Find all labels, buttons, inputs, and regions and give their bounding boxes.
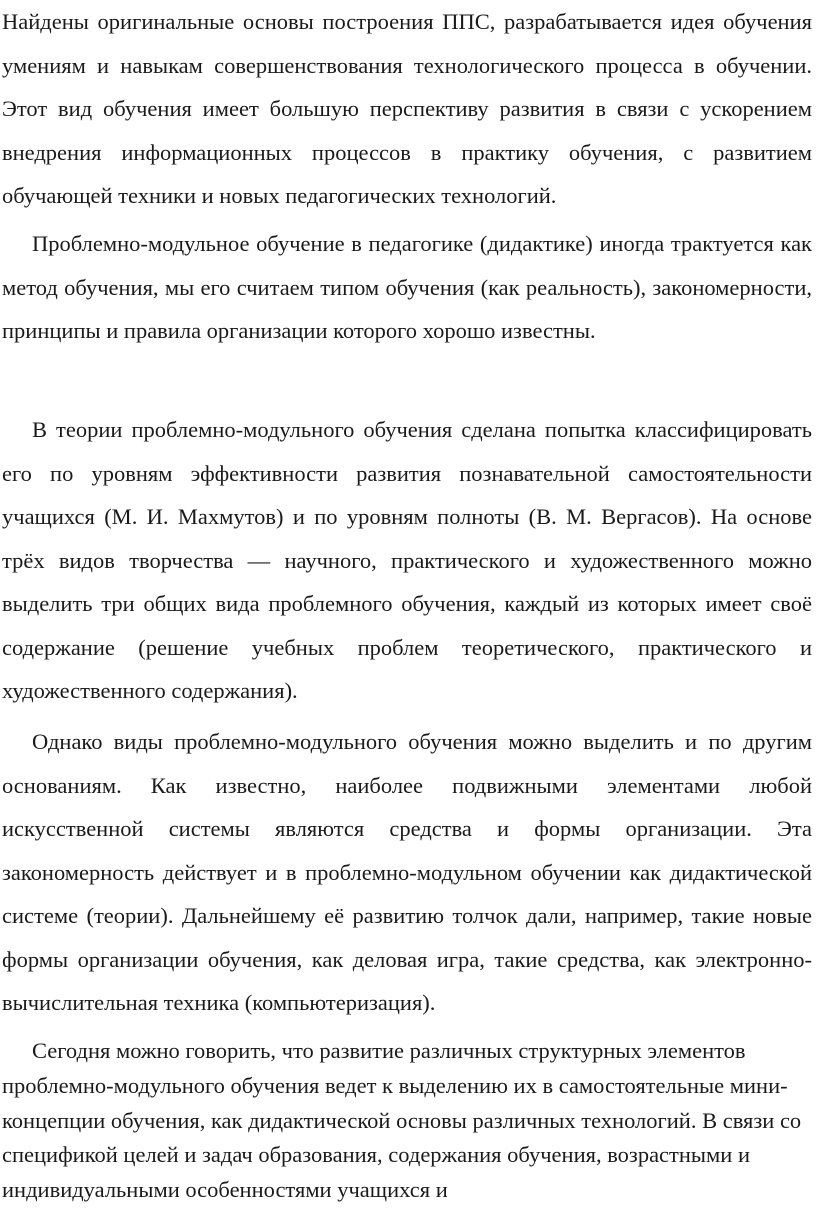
- paragraph-3: В теории проблемно-модульного обучения сделана попытка классифицировать его по уровням эффективности развития познавательной самостоятельности учащихся (М. И. Махмутов) и по уровням полноты (В. М. Вергасов). На основе трёх видов творчества — научного, практического и художественного можно выделить три общих вида проблемного обучения, каждый из которых имеет своё содержание (решение учебных проблем теоретического, практического и художественного содержания).: [2, 417, 812, 703]
- paragraph-5: Сегодня можно говорить, что развитие различных структурных элементов проблемно-модульного обучения ведет к выделению их в самостоятельные мини-концепции обучения, как дидактической основы различных технологий. В связи со спецификой целей и задач образования, содержания обучения, возрастными и индивидуальными особенностями учащихся и: [2, 1038, 802, 1203]
- paragraph-2: Проблемно-модульное обучение в педагогике (дидактике) иногда трактуется как метод обучения, мы его считаем типом обучения (как реальность), закономерности, принципы и правила организации которого хорошо известны.: [2, 231, 812, 343]
- paragraph-1: Найдены оригинальные основы построения ППС, разрабатывается идея обучения умениям и навыкам совершенствования технологического процесса в обучении. Этот вид обучения имеет большую перспективу развития в связи с ускорением внедрения информационных процессов в практику обучения, с развитием обучающей техники и новых педагогических технологий.: [2, 9, 812, 208]
- paragraph-4: Однако виды проблемно-модульного обучения можно выделить и по другим основаниям. Как известно, наиболее подвижными элементами любой искусственной системы являются средства и формы организации. Эта закономерность действует и в проблемно-модульном обучении как дидактической системе (теории). Дальнейшему её развитию толчок дали, например, такие новые формы организации обучения, как деловая игра, такие средства, как электронно-вычислительная техника (компьютеризация).: [2, 729, 812, 1015]
